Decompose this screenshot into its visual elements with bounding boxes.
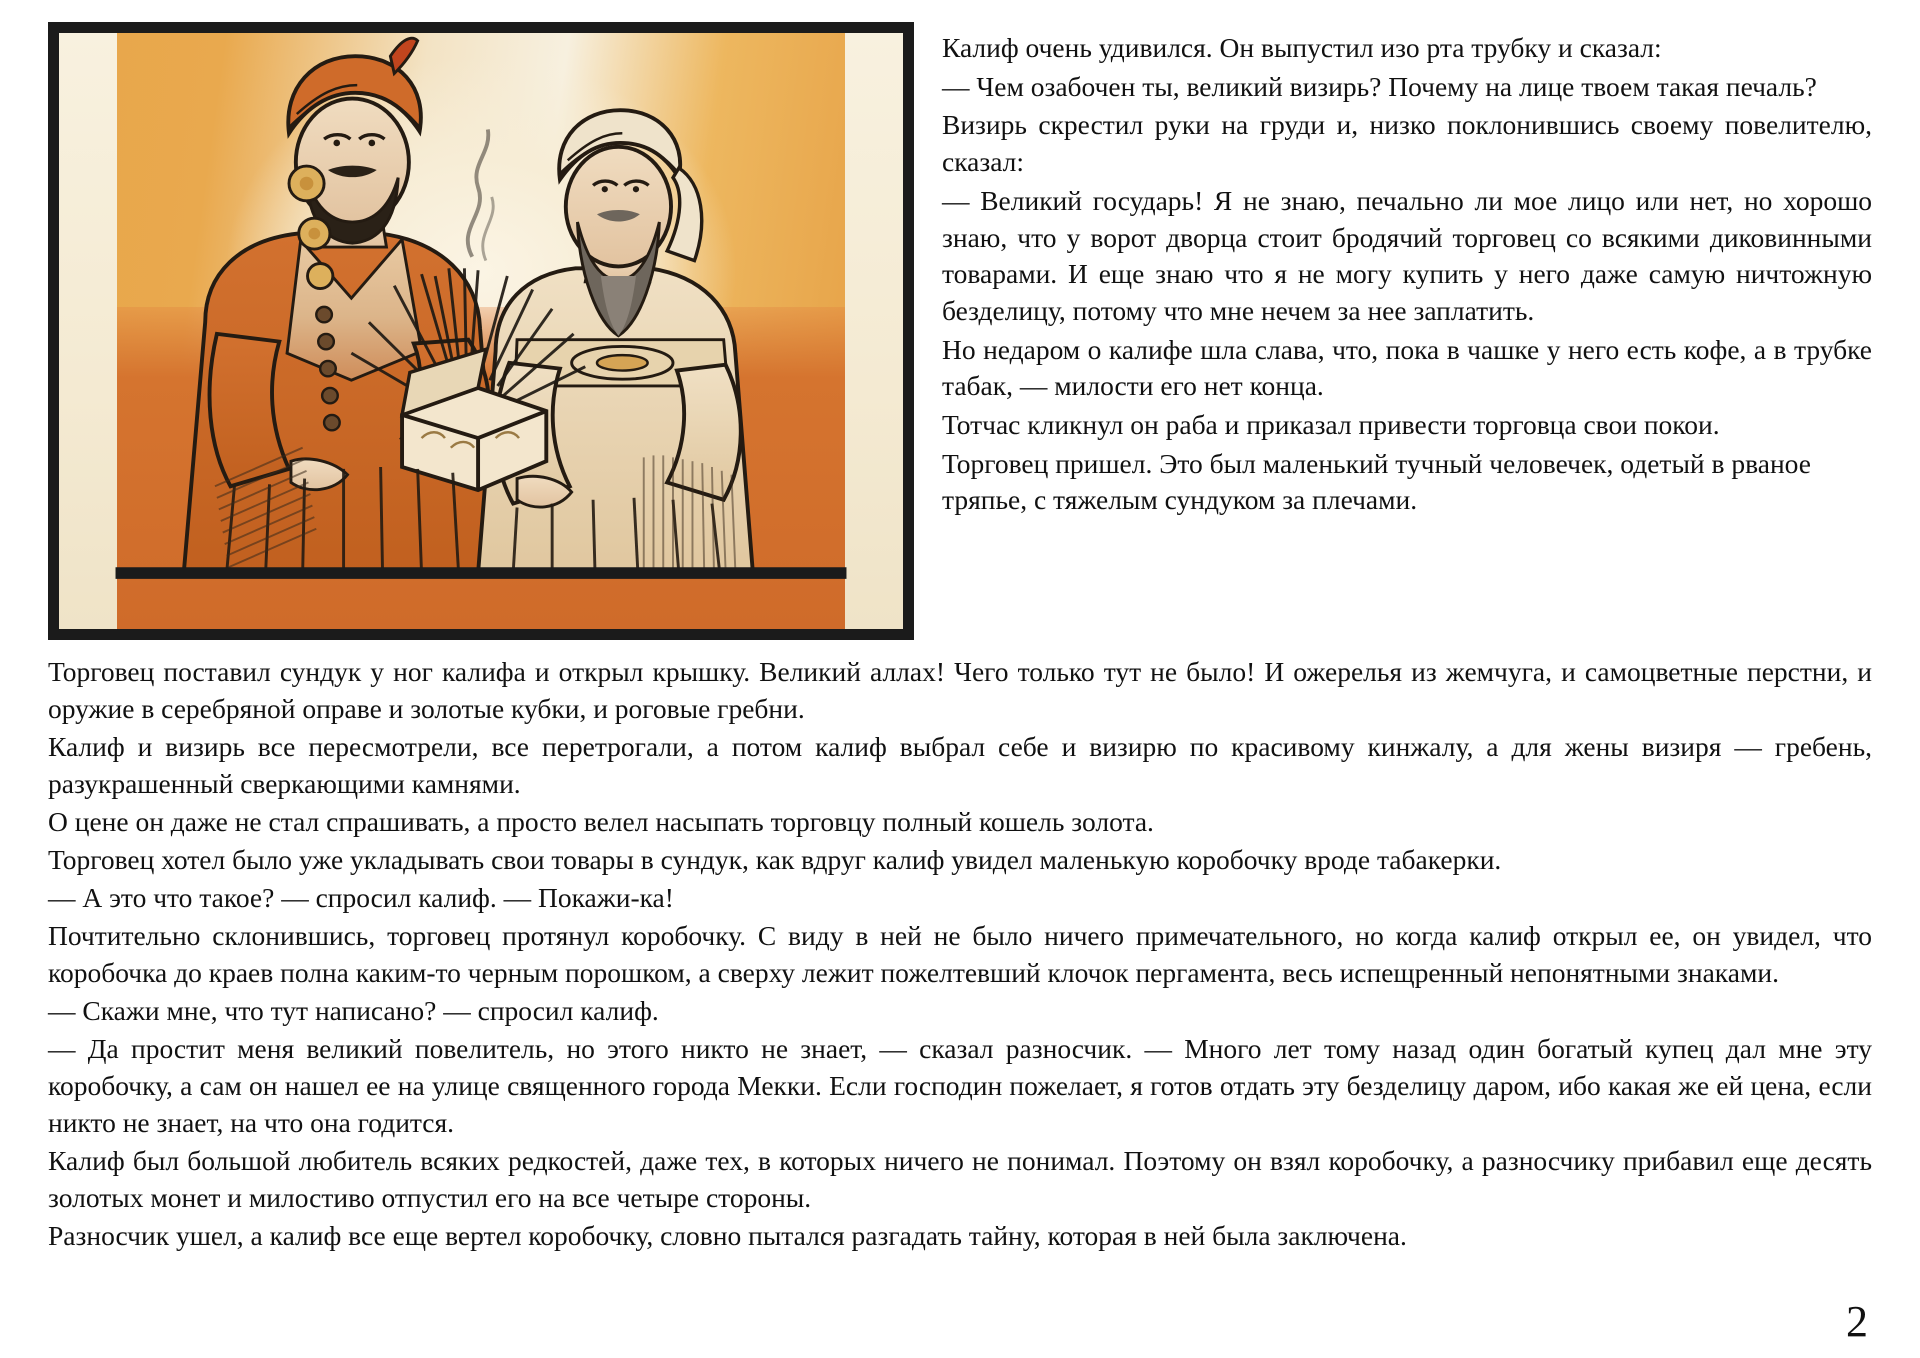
body-paragraph: Калиф был большой любитель всяких редкостей, даже тех, в которых ничего не понимал. Поэтому он взял коробочку, а разносчику прибавил еще десять золотых монет и милостиво отпустил его на все четыре стороны. (48, 1144, 1872, 1213)
body-text (48, 654, 1872, 1255)
side-paragraph: — Великий государь! Я не знаю, печально ли мое лицо или нет, но хорошо знаю, что у ворот дворца стоит бродячий торговец со всякими диковинными товарами. И еще знаю что я не могу купить у него даже самую ничтожную безделицу, потому что мне нечем за нее заплатить. (942, 184, 1872, 326)
side-paragraph: Торговец пришел. Это был маленький тучный человечек, одетый в рваное тряпье, с тяжелым сундуком за плечами. (942, 447, 1811, 516)
body-paragraph: Калиф и визирь все пересмотрели, все перетрогали, а потом калиф выбрал себе и визирю по красивому кинжалу, а для жены визиря — гребень, разукрашенный сверкающими камнями. (48, 730, 1872, 799)
illustration-caliph-and-vizier (48, 22, 914, 640)
side-paragraph: Но недаром о калифе шла слава, что, пока в чашке у него есть кофе, а в трубке табак, — милости его нет конца. (942, 333, 1872, 402)
side-paragraph: Тотчас кликнул он раба и приказал привести торговца свои покои. (942, 409, 1720, 441)
top-zone (48, 22, 1872, 640)
illustration-figures (59, 33, 903, 629)
body-paragraph: О цене он даже не стал спрашивать, а просто велел насыпать торговцу полный кошель золота. (48, 805, 1154, 837)
page-number: 2 (1846, 1297, 1868, 1346)
side-paragraph: Калиф очень удивился. Он выпустил изо рта трубку и сказал: (942, 32, 1662, 63)
body-paragraph: Почтительно склонившись, торговец протянул коробочку. С виду в ней не было ничего примечательного, но когда калиф открыл ее, он увидел, что коробочка до краев полна каким-то черным порошком, а сверху лежит пожелтевший клочок пергамента, весь испещренный непонятными знаками. (48, 919, 1872, 988)
body-paragraph: Разносчик ушел, а калиф все еще вертел коробочку, словно пытался разгадать тайну, которая в ней была заключена. (48, 1219, 1407, 1251)
body-paragraph: — Скажи мне, что тут написано? — спросил калиф. (48, 994, 659, 1026)
body-paragraph: — Да простит меня великий повелитель, но этого никто не знает, — сказал разносчик. — Много лет тому назад один богатый купец дал мне эту коробочку, а сам он нашел ее на улице священного города Мекки. Если господин пожелает, я готов отдать эту безделицу даром, ибо какая же ей цена, если никто не знает, на что она годится. (48, 1032, 1872, 1138)
body-paragraph: — А это что такое? — спросил калиф. — Покажи-ка! (48, 881, 674, 913)
side-paragraph: Визирь скрестил руки на груди и, низко поклонившись своему повелителю, сказал: (942, 109, 1872, 178)
body-paragraph: Торговец хотел было уже укладывать свои товары в сундук, как вдруг калиф увидел маленькую коробочку вроде табакерки. (48, 843, 1502, 875)
side-text-column (942, 22, 1872, 521)
body-paragraph: Торговец поставил сундук у ног калифа и открыл крышку. Великий аллах! Чего только тут не было! И ожерелья из жемчуга, и самоцветные перстни, и оружие в серебряной оправе и золотые кубки, и роговые гребни. (48, 656, 1872, 724)
side-paragraph: — Чем озабочен ты, великий визирь? Почему на лице твоем такая печаль? (942, 70, 1817, 102)
